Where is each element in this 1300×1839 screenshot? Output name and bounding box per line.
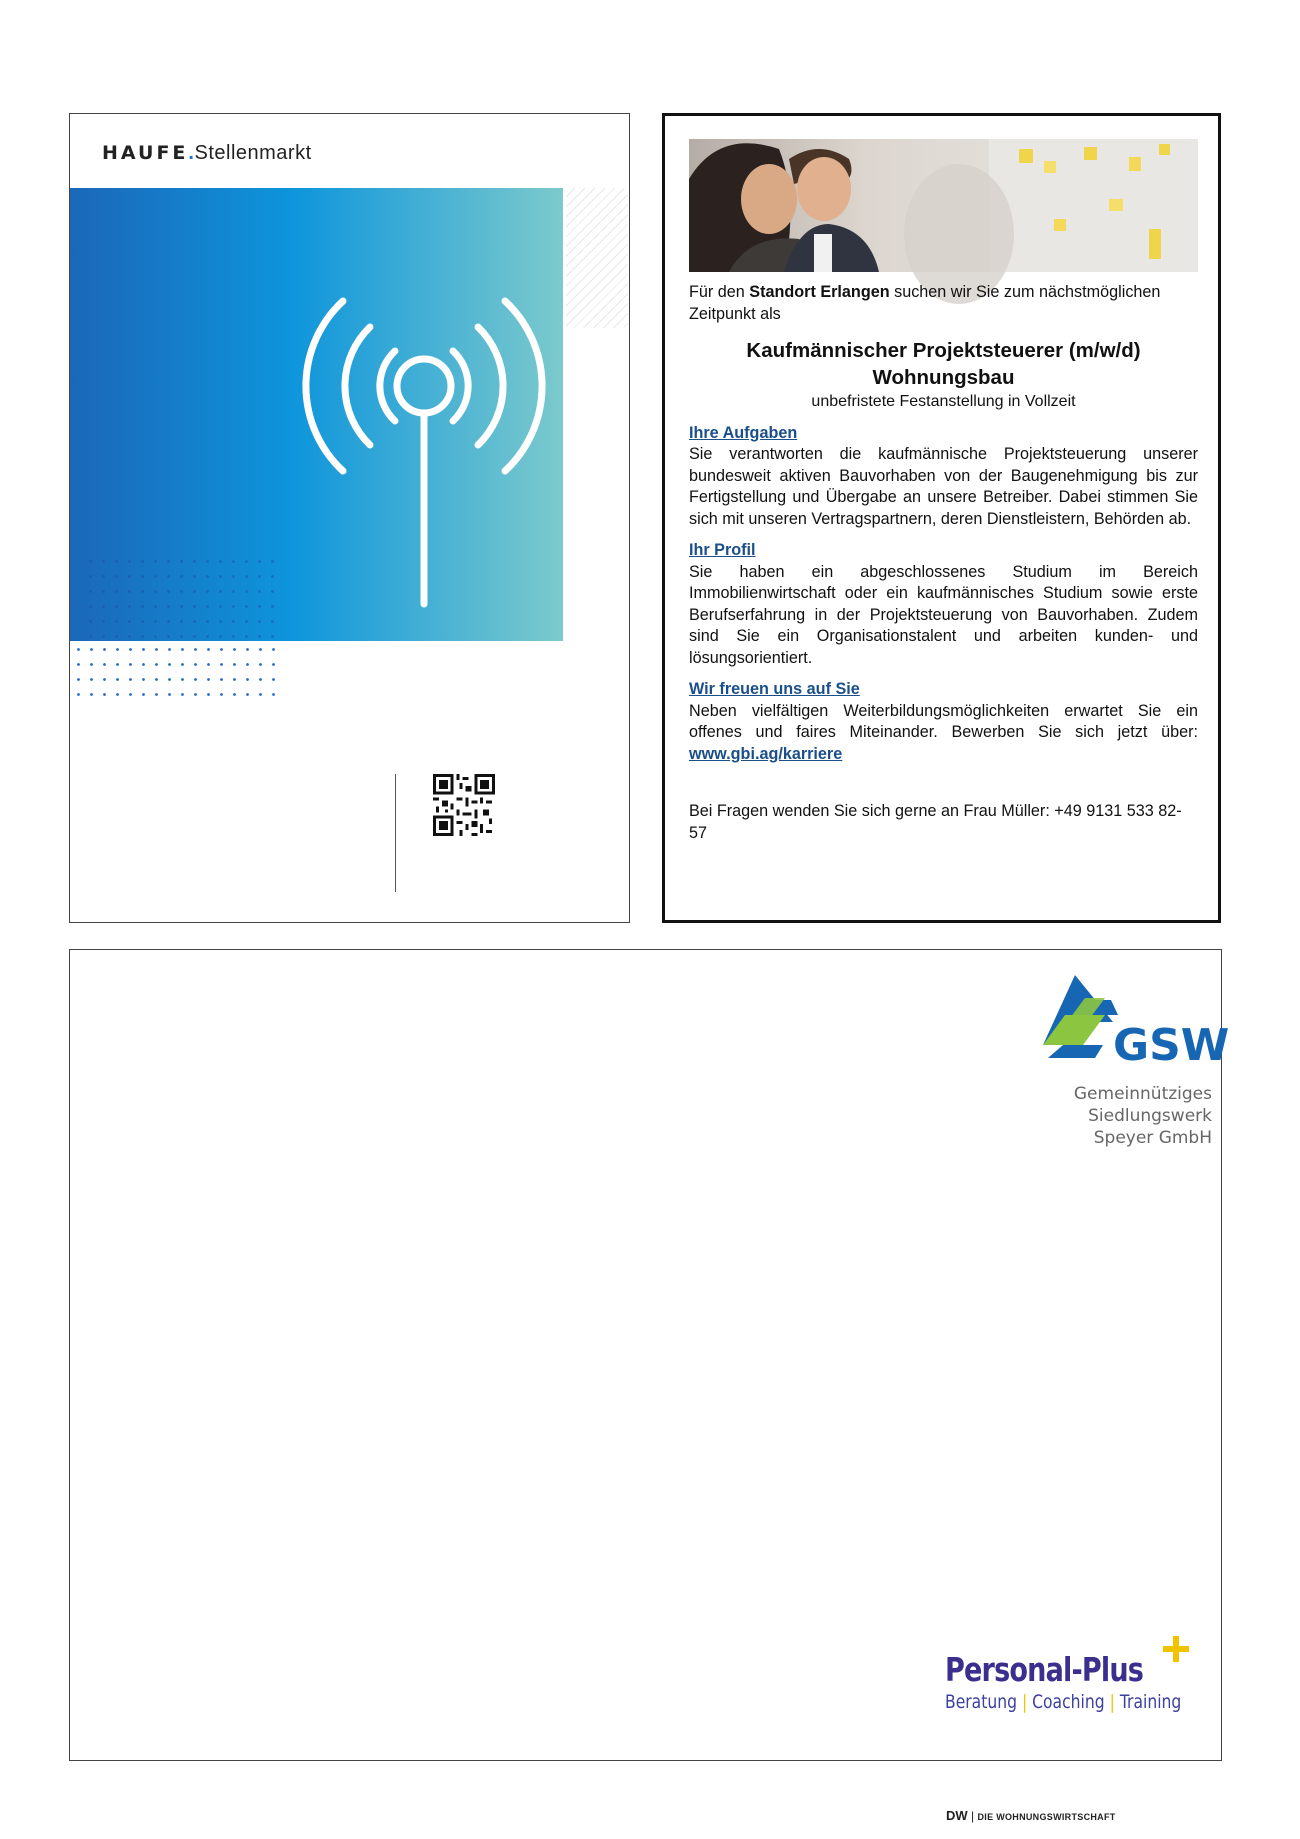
plus-icon xyxy=(1163,1636,1189,1662)
profile-text: Sie haben ein abgeschlossenes Studium im Bereich Immobilienwirtschaft oder ein kaufmännisches Studium sowie erste Berufserfahrung in der Projektsteuerung von Bauvorhaben. Zudem sind Sie ein Organisationstalent und arbeiten kunden- und lösungsorientiert. xyxy=(689,562,1198,667)
career-link[interactable]: www.gbi.ag/karriere xyxy=(689,744,843,763)
haufe-stellenmarkt-ad xyxy=(69,113,630,923)
contact-text: Bei Fragen wenden Sie sich gerne an Frau Müller: +49 9131 533 82-57 xyxy=(689,802,1182,842)
gsw-wordmark: GSW xyxy=(1113,1020,1230,1071)
employment-type: unbefristete Festanstellung in Vollzeit xyxy=(811,393,1076,410)
team-photo xyxy=(689,139,1198,272)
intro-text: Für den Standort Erlangen suchen wir Sie zum nächstmöglichen Zeitpunkt als xyxy=(689,283,1161,323)
personal-plus-logo: Personal-Plus Beratung | Coaching | Training xyxy=(945,1650,1195,1713)
gsw-company-name: Gemeinnütziges Siedlungswerk Speyer GmbH xyxy=(1073,1084,1212,1148)
section-heading-tasks: Ihre Aufgaben xyxy=(689,423,798,442)
job-title: Kaufmännischer Projektsteuerer (m/w/d) Wohnungsbau xyxy=(746,339,1141,389)
qr-code[interactable] xyxy=(433,774,495,836)
job-ad-projektsteuerer xyxy=(662,113,1221,923)
page-footer: DW | DIE WOHNUNGSWIRTSCHAFT xyxy=(946,1808,1116,1823)
personal-plus-tagline: Beratung | Coaching | Training xyxy=(945,1691,1182,1713)
dot-pattern xyxy=(72,642,277,702)
bottom-ad xyxy=(69,949,1230,1761)
haufe-logo: HAUFE.Stellenmarkt xyxy=(102,142,312,164)
dot-pattern xyxy=(84,554,277,639)
divider xyxy=(395,774,396,892)
section-heading-profile: Ihr Profil xyxy=(689,541,756,559)
tasks-text: Sie verantworten die kaufmännische Projektsteuerung unserer bundesweit aktiven Bauvorhaben von der Baugenehmigung bis zur Fertigstellung und Übergabe an unsere Betreiber. Dabei stimmen Sie sich mit unseren Vertragspartnern, deren Dienstleistern, Behörden ab. xyxy=(689,445,1198,528)
hatch-decoration xyxy=(566,188,628,328)
section-heading-offer: Wir freuen uns auf Sie xyxy=(689,680,860,698)
offer-text: Neben vielfältigen Weiterbildungsmöglichkeiten erwartet Sie ein offenes und faires Miteinander. Bewerben Sie sich jetzt über: www.gbi.ag/karriere xyxy=(689,701,1198,763)
antenna-signal-icon xyxy=(300,299,550,619)
job-ad-text xyxy=(689,282,1198,844)
